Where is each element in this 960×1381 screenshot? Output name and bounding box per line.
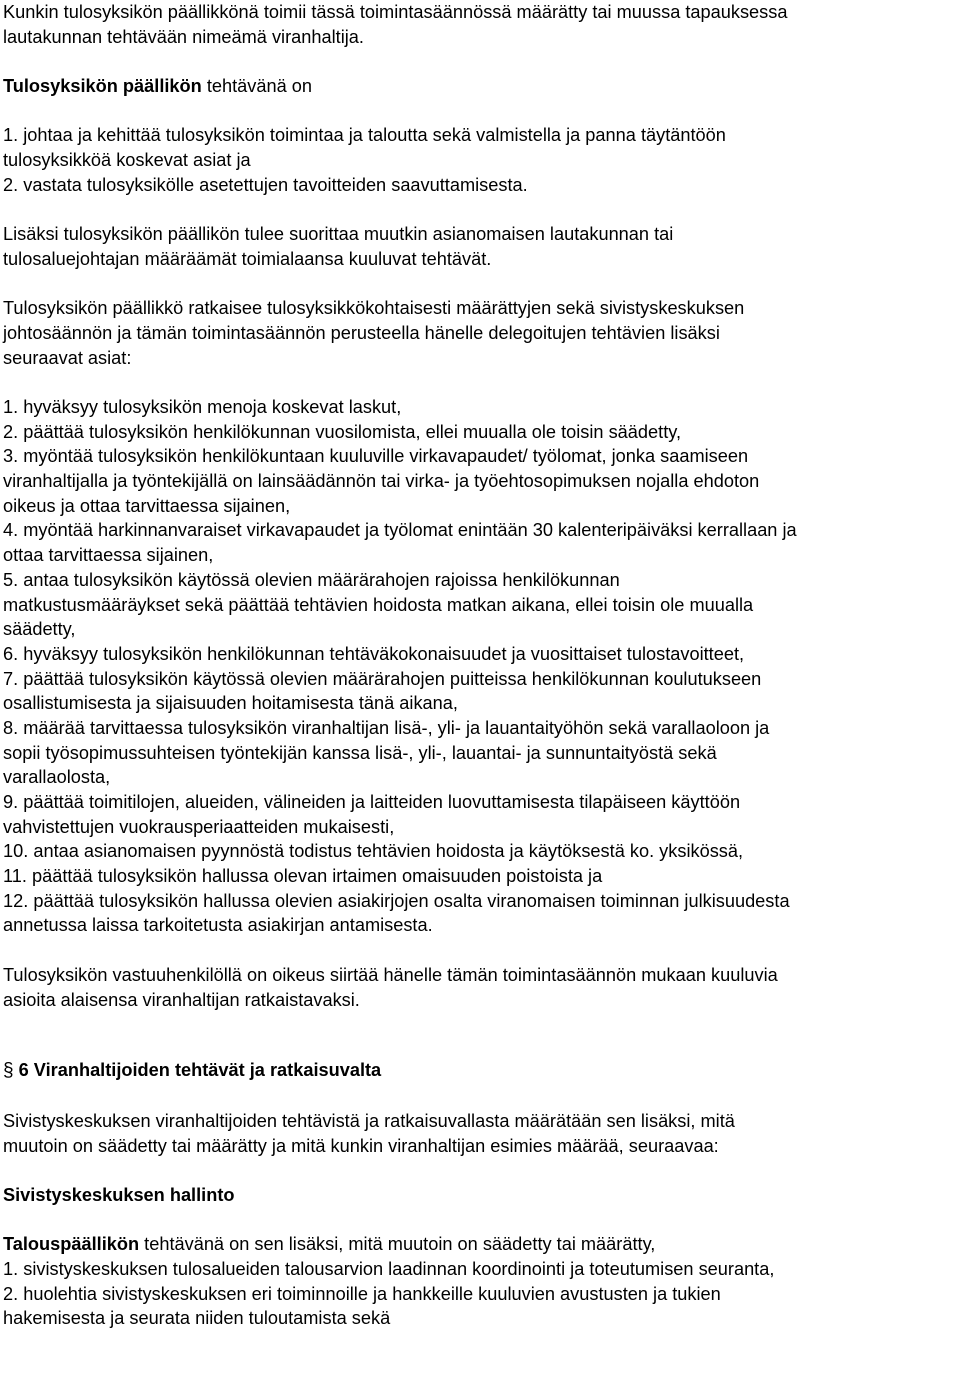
list-item: 12. päättää tulosyksikön hallussa olevien asiakirjojen osalta viranomaisen toiminnan julkisuudesta: [3, 890, 790, 911]
duties-heading-bold: Tulosyksikön päällikön: [3, 76, 202, 97]
list-item: vahvistettujen vuokrausperiaatteiden mukaisesti,: [3, 816, 395, 837]
paragraph-line: muutoin on säädetty tai määrätty ja mitä kunkin viranhaltijan esimies määrää, seuraavaa:: [3, 1135, 719, 1156]
paragraph-line: Sivistyskeskuksen viranhaltijoiden tehtävistä ja ratkaisuvallasta määrätään sen lisäksi, mitä: [3, 1110, 735, 1131]
list-item: matkustusmääräykset sekä päättää tehtävien hoidosta matkan aikana, ellei toisin ole muualla: [3, 594, 754, 615]
section-6-intro: [3, 1109, 958, 1158]
list-item: 1. sivistyskeskuksen tulosalueiden talousarvion laadinnan koordinointi ja toteutumisen seuranta,: [3, 1259, 775, 1279]
list-item: ottaa tarvittaessa sijainen,: [3, 545, 214, 566]
list-item: 7. päättää tulosyksikön käytössä olevien määrärahojen puitteissa henkilökunnan koulutukseen: [3, 668, 762, 689]
paragraph-line: Tulosyksikön päällikkö ratkaisee tulosyksikkökohtaisesti määrättyjen sekä sivistyskeskuksen: [3, 298, 745, 319]
intro-line: Kunkin tulosyksikön päällikkönä toimii tässä toimintasäännössä määrätty tai muussa tapauksessa: [3, 2, 788, 22]
list-item: 2. vastata tulosyksikölle asetettujen tavoitteiden saavuttamisesta.: [3, 174, 528, 195]
list-item: 3. myöntää tulosyksikön henkilökuntaan kuuluville virkavapaudet/ työlomat, jonka saamiseen: [3, 446, 749, 467]
duties-heading: [3, 74, 958, 99]
section-6-heading: [3, 1056, 958, 1084]
list-item: oikeus ja ottaa tarvittaessa sijainen,: [3, 495, 291, 516]
transfer-paragraph: [3, 963, 958, 1012]
finance-heading-bold: Talouspäällikön: [3, 1234, 140, 1255]
intro-paragraph: [3, 0, 958, 49]
duties-list: [3, 123, 958, 197]
finance-list: [3, 1257, 958, 1331]
list-item: 2. päättää tulosyksikön henkilökunnan vuosilomista, ellei muualla ole toisin säädetty,: [3, 421, 682, 442]
list-item: 1. johtaa ja kehittää tulosyksikön toimintaa ja taloutta sekä valmistella ja panna täytäntöön: [3, 125, 726, 146]
paragraph-line: Tulosyksikön vastuuhenkilöllä on oikeus siirtää hänelle tämän toimintasäännön mukaan kuuluvia: [3, 964, 778, 985]
paragraph-line: Lisäksi tulosyksikön päällikön tulee suorittaa muutkin asianomaisen lautakunnan tai: [3, 224, 674, 245]
paragraph-line: johtosäännön ja tämän toimintasäännön perusteella hänelle delegoitujen tehtävien lisäksi: [3, 322, 720, 343]
list-item: 10. antaa asianomaisen pyynnöstä todistus tehtävien hoidosta ja käytöksestä ko. yksikössä,: [3, 841, 744, 862]
paragraph-line: asioita alaisensa viranhaltijan ratkaistavaksi.: [3, 989, 360, 1010]
finance-heading-rest: tehtävänä on sen lisäksi, mitä muutoin on säädetty tai määrätty,: [139, 1234, 656, 1255]
intro-line: lautakunnan tehtävään nimeämä viranhaltija.: [3, 26, 364, 47]
section-sign: §: [3, 1060, 14, 1082]
list-item: osallistumisesta ja sijaisuuden hoitamisesta tänä aikana,: [3, 693, 458, 714]
list-item: 8. määrää tarvittaessa tulosyksikön viranhaltijan lisä-, yli- ja lauantaityöhön sekä varallaoloon ja: [3, 717, 770, 738]
list-item: 1. hyväksyy tulosyksikön menoja koskevat laskut,: [3, 397, 402, 417]
document-page: [3, 0, 958, 1331]
list-item: säädetty,: [3, 619, 76, 640]
list-item: annetussa laissa tarkoitetusta asiakirjan antamisesta.: [3, 915, 433, 936]
list-item: tulosyksikköä koskevat asiat ja: [3, 150, 251, 171]
paragraph-line: tulosaluejohtajan määräämät toimialaansa kuuluvat tehtävät.: [3, 248, 492, 269]
list-item: sopii työsopimussuhteisen työntekijän kanssa lisä-, yli-, lauantai- ja sunnuntaityöstä sekä: [3, 742, 717, 763]
paragraph-line: seuraavat asiat:: [3, 347, 132, 368]
list-item: viranhaltijalla ja työntekijällä on lainsäädännön tai virka- ja työehtosopimuksen nojalla ehdoton: [3, 471, 760, 492]
finance-heading: [3, 1232, 958, 1257]
list-item: 5. antaa tulosyksikön käytössä olevien määrärahojen rajoissa henkilökunnan: [3, 569, 620, 590]
subheading: Sivistyskeskuksen hallinto: [3, 1184, 235, 1205]
list-item: 2. huolehtia sivistyskeskuksen eri toiminnoille ja hankkeille kuuluvien avustusten ja tukien: [3, 1283, 721, 1304]
list-item: 6. hyväksyy tulosyksikön henkilökunnan tehtäväkokonaisuudet ja vuosittaiset tulostavoitteet,: [3, 643, 745, 664]
list-item: 4. myöntää harkinnanvaraiset virkavapaudet ja työlomat enintään 30 kalenteripäiväksi kerrallaan ja: [3, 520, 797, 541]
decides-intro-paragraph: [3, 296, 958, 370]
decides-list: [3, 395, 958, 938]
list-item: 9. päättää toimitilojen, alueiden, välineiden ja laitteiden luovuttamisesta tilapäiseen käyttöön: [3, 792, 741, 812]
section-6-title: 6 Viranhaltijoiden tehtävät ja ratkaisuvalta: [13, 1060, 382, 1081]
additional-paragraph: [3, 222, 958, 271]
list-item: varallaolosta,: [3, 767, 111, 788]
list-item: hakemisesta ja seurata niiden tuloutamista sekä: [3, 1308, 391, 1329]
list-item: 11. päättää tulosyksikön hallussa olevan irtaimen omaisuuden poistoista ja: [3, 866, 603, 887]
duties-heading-rest: tehtävänä on: [201, 76, 312, 97]
